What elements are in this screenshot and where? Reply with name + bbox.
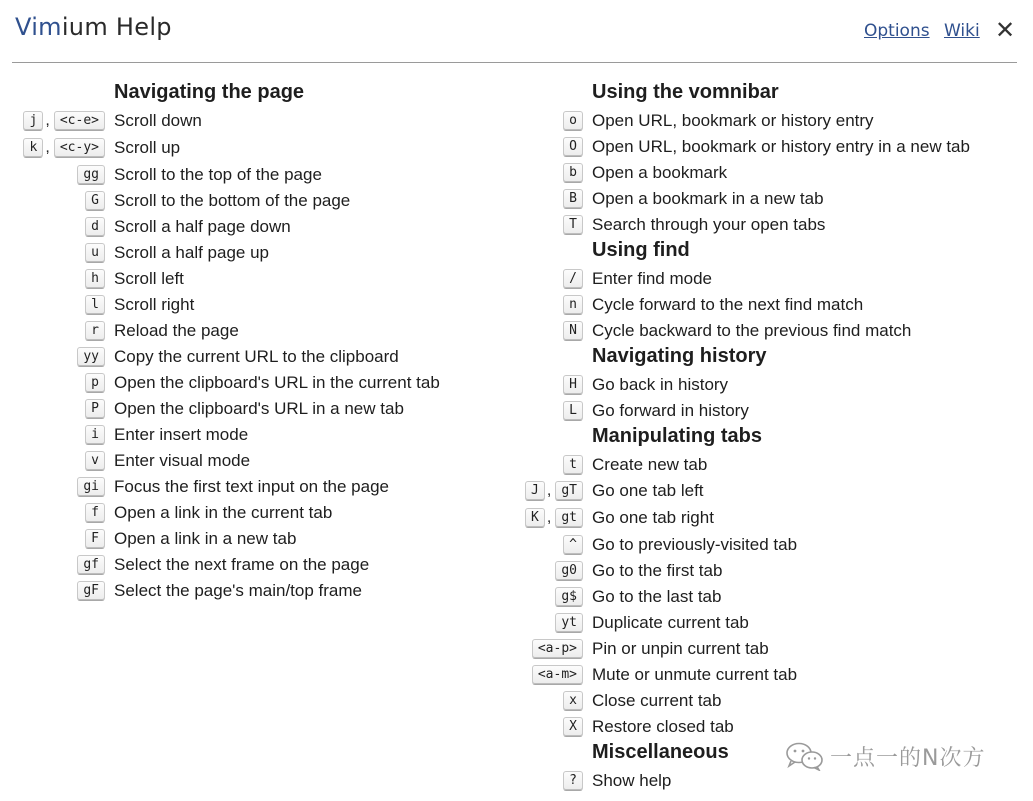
command-description: Scroll right (114, 295, 195, 314)
key-badge: gT (555, 481, 583, 501)
key-badge: b (563, 163, 583, 183)
key-separator: , (546, 509, 552, 526)
key-group (563, 319, 583, 343)
options-link[interactable]: Options (864, 21, 930, 41)
section-title-manipulating-tabs: Manipulating tabs (592, 425, 762, 447)
key-badge: o (563, 111, 583, 131)
command-row (0, 213, 1032, 237)
command-description: Enter visual mode (114, 451, 251, 470)
key-badge: ^ (563, 535, 583, 555)
command-description: Open the clipboard's URL in the current tab (114, 373, 440, 392)
command-description: Reload the page (114, 321, 239, 340)
command-description: Go to the last tab (592, 587, 722, 606)
key-badge: p (85, 373, 105, 393)
key-group (85, 423, 105, 447)
command-row (0, 135, 1032, 159)
key-badge: <c-e> (54, 111, 105, 131)
command-description: Duplicate current tab (592, 613, 749, 632)
command-row (0, 373, 1032, 397)
key-group (563, 399, 583, 423)
key-group (563, 689, 583, 713)
section-title-navigating-the-page: Navigating the page (114, 81, 305, 103)
command-row (0, 399, 1032, 423)
key-badge: T (563, 215, 583, 235)
section-title-navigating-history: Navigating history (592, 345, 767, 367)
key-group (563, 135, 583, 159)
key-group (563, 715, 583, 739)
command-description: Open the clipboard's URL in a new tab (114, 399, 404, 418)
key-badge: g$ (555, 587, 583, 607)
key-badge: gi (77, 477, 105, 497)
command-row (0, 637, 1032, 661)
key-badge: gF (77, 581, 105, 601)
command-description: Copy the current URL to the clipboard (114, 347, 399, 366)
command-description: Scroll to the bottom of the page (114, 191, 351, 210)
watermark (784, 738, 985, 774)
command-row (0, 533, 1032, 557)
command-description: Select the next frame on the page (114, 555, 370, 574)
command-description: Show help (592, 771, 672, 790)
command-description: Go forward in history (592, 401, 749, 420)
title-vim: Vim (15, 13, 62, 41)
key-group (563, 769, 583, 793)
key-badge: yt (555, 613, 583, 633)
key-badge: <c-y> (54, 138, 105, 158)
command-row (0, 479, 1032, 503)
key-badge: K (525, 508, 545, 528)
command-row (0, 161, 1032, 185)
key-group (532, 663, 583, 687)
key-badge: gt (555, 508, 583, 528)
command-description: Restore closed tab (592, 717, 734, 736)
key-badge: gf (77, 555, 105, 575)
key-group (563, 533, 583, 557)
command-description: Pin or unpin current tab (592, 639, 769, 658)
key-badge: h (85, 269, 105, 289)
command-row (0, 559, 1032, 583)
key-badge: X (563, 717, 583, 737)
key-badge: N (563, 321, 583, 341)
key-badge: t (563, 455, 583, 475)
key-group (525, 506, 583, 530)
key-badge: gg (77, 165, 105, 185)
command-description: Enter find mode (592, 269, 713, 288)
key-badge: r (85, 321, 105, 341)
key-badge: / (563, 269, 583, 289)
close-icon[interactable]: ✕ (995, 17, 1016, 44)
command-description: Go one tab right (592, 508, 714, 527)
key-badge: <a-p> (532, 639, 583, 659)
command-description: Go back in history (592, 375, 729, 394)
command-description: Scroll a half page down (114, 217, 291, 236)
command-row (0, 267, 1032, 291)
key-group (555, 585, 583, 609)
command-description: Scroll to the top of the page (114, 165, 322, 184)
command-row (0, 187, 1032, 211)
key-badge: P (85, 399, 105, 419)
section-title-using-find: Using find (592, 239, 690, 261)
key-group (77, 345, 105, 369)
key-badge: yy (77, 347, 105, 367)
key-badge: L (563, 401, 583, 421)
key-group (563, 373, 583, 397)
key-group (563, 293, 583, 317)
key-badge: u (85, 243, 105, 263)
key-badge: l (85, 295, 105, 315)
command-description: Create new tab (592, 455, 708, 474)
key-group (563, 109, 583, 133)
key-separator: , (45, 112, 50, 129)
command-row (0, 319, 1032, 343)
command-description: Open a link in the current tab (114, 503, 333, 522)
key-badge: i (85, 425, 105, 445)
key-group (555, 559, 583, 583)
key-badge: ? (563, 771, 583, 791)
key-group (563, 453, 583, 477)
command-description: Focus the first text input on the page (114, 477, 389, 496)
command-description: Scroll left (114, 269, 184, 288)
command-row (0, 241, 554, 265)
command-row (0, 423, 554, 447)
command-description: Cycle forward to the next find match (592, 295, 864, 314)
command-description: Open URL, bookmark or history entry (592, 111, 874, 130)
command-description: Mute or unmute current tab (592, 665, 798, 684)
key-separator: , (45, 139, 50, 156)
key-badge: f (85, 503, 105, 523)
command-row (0, 585, 1032, 609)
command-description: Close current tab (592, 691, 722, 710)
title-rest: ium Help (61, 13, 172, 41)
key-group (563, 161, 583, 185)
command-row (0, 663, 1032, 687)
page-title (15, 13, 172, 41)
header-divider (12, 62, 1017, 63)
command-description: Open a link in a new tab (114, 529, 297, 548)
watermark-text: 一点一的N次方 (830, 745, 986, 771)
command-row (0, 506, 1032, 530)
key-badge: k (23, 138, 43, 158)
wiki-link[interactable]: Wiki (944, 21, 980, 41)
key-badge: O (563, 137, 583, 157)
command-row (0, 109, 1032, 133)
command-description: Select the page's main/top frame (114, 581, 362, 600)
command-description: Cycle backward to the previous find match (592, 321, 912, 340)
command-description: Scroll down (114, 111, 202, 130)
wechat-icon (784, 741, 824, 771)
key-separator: , (546, 482, 552, 499)
command-row (0, 293, 1032, 317)
key-group (85, 241, 105, 265)
key-group (532, 637, 583, 661)
command-row (0, 689, 1032, 713)
command-row (0, 345, 554, 369)
key-badge: F (85, 529, 105, 549)
command-description: Scroll up (114, 138, 181, 157)
key-badge: <a-m> (532, 665, 583, 685)
command-row (0, 715, 1032, 739)
key-badge: H (563, 375, 583, 395)
key-badge: g0 (555, 561, 583, 581)
key-group (563, 187, 583, 211)
key-group (563, 213, 583, 237)
key-badge: j (23, 111, 43, 131)
key-group (563, 267, 583, 291)
section-title-miscellaneous: Miscellaneous (592, 741, 729, 763)
command-description: Enter insert mode (114, 425, 249, 444)
command-description: Open a bookmark in a new tab (592, 189, 824, 208)
header (0, 0, 1033, 62)
key-group (525, 479, 583, 503)
command-description: Go to the first tab (592, 561, 723, 580)
key-badge: B (563, 189, 583, 209)
key-badge: d (85, 217, 105, 237)
command-row (0, 453, 1032, 477)
command-description: Open a bookmark (592, 163, 728, 182)
command-description: Go to previously-visited tab (592, 535, 798, 554)
command-row (0, 611, 1032, 635)
section-title-using-the-vomnibar: Using the vomnibar (592, 81, 779, 103)
command-description: Search through your open tabs (592, 215, 826, 234)
key-group (555, 611, 583, 635)
key-badge: J (525, 481, 545, 501)
command-description: Go one tab left (592, 481, 704, 500)
key-badge: x (563, 691, 583, 711)
command-description: Open URL, bookmark or history entry in a new tab (592, 137, 970, 156)
key-badge: v (85, 451, 105, 471)
command-description: Scroll a half page up (114, 243, 269, 262)
key-badge: n (563, 295, 583, 315)
key-badge: G (85, 191, 105, 211)
